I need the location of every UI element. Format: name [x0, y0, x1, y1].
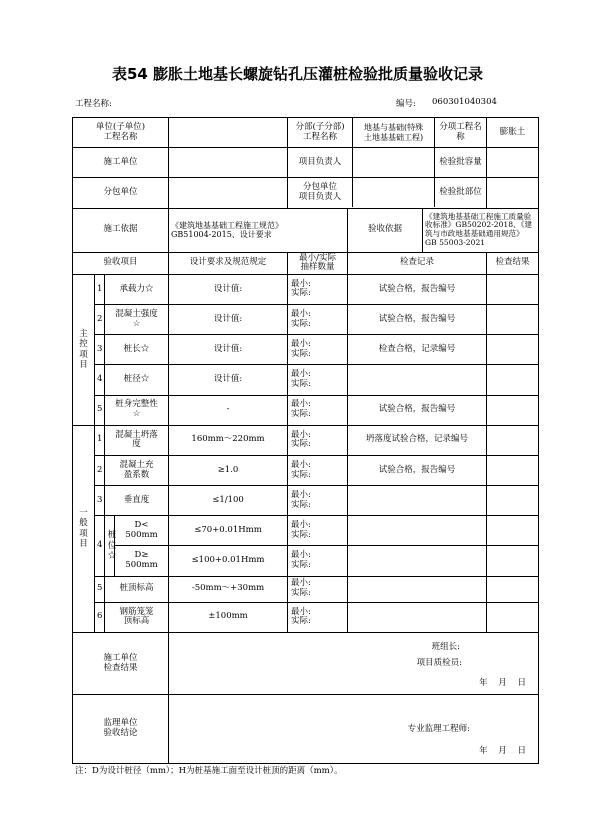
table-row: [73, 455, 539, 485]
item-no: 3: [95, 335, 105, 365]
col-item: 验收项目: [73, 252, 169, 274]
item-name: D≥ 500mm: [115, 546, 169, 576]
quality-inspector-label: 项目质检员:: [416, 657, 463, 668]
sample-cell[interactable]: 最小: 实际:: [288, 546, 348, 576]
subcontractor-label: 分包单位: [73, 178, 169, 208]
project-name-label: 工程名称:: [75, 99, 112, 109]
sample-cell[interactable]: 最小: 实际:: [288, 274, 348, 304]
item-record: 坍落度试验合格，记录编号: [348, 425, 487, 455]
general-group-label: 一般项目: [73, 425, 95, 632]
item-requirement: 160mm～220mm: [169, 425, 288, 455]
pile-position-label: 桩位☆: [105, 516, 115, 576]
sample-cell[interactable]: 最小: 实际:: [288, 516, 348, 546]
unit-name-label: 单位(子单位) 工程名称: [73, 118, 169, 148]
record-cell[interactable]: [348, 546, 487, 576]
item-no: 1: [95, 274, 105, 304]
table-row: [73, 602, 539, 632]
item-requirement: -: [169, 395, 288, 425]
batch-part-label: 检验批部位: [439, 187, 482, 198]
result-cell[interactable]: [487, 425, 539, 455]
item-name: D< 500mm: [115, 516, 169, 546]
result-cell[interactable]: [487, 602, 539, 632]
sample-cell[interactable]: 最小: 实际:: [288, 486, 348, 516]
serial-label: 编号:: [396, 99, 416, 109]
item-requirement: 设计值:: [169, 365, 288, 395]
page-title: 表54 膨胀土地基长螺旋钻孔压灌桩检验批质量验收记录: [111, 65, 484, 83]
result-cell[interactable]: [487, 365, 539, 395]
item-requirement: -50mm～+30mm: [169, 576, 288, 602]
item-requirement: 设计值:: [169, 274, 288, 304]
table-row: [73, 576, 539, 602]
item-requirement: 设计值:: [169, 335, 288, 365]
item-record: [348, 576, 487, 602]
basis-value: 《建筑地基基础工程施工规范》 GB51004-2015、设计要求: [169, 208, 348, 252]
result-cell[interactable]: [487, 335, 539, 365]
supervising-engineer-label: 专业监理工程师:: [407, 724, 471, 735]
item-no: 4: [95, 365, 105, 395]
item-record: 检查合格，记录编号: [348, 335, 487, 365]
batch-capacity-label: 检验批容量: [439, 156, 482, 167]
item-record: 试验合格，报告编号: [348, 305, 487, 335]
contractor-label: 施工单位: [73, 148, 169, 178]
sub-pm-field[interactable]: [353, 178, 435, 207]
item-name: 桩顶标高: [105, 576, 169, 602]
sample-cell[interactable]: 最小: 实际:: [288, 576, 348, 602]
batch-capacity-field[interactable]: [487, 148, 539, 178]
item-name: 桩身完整性 ☆: [105, 395, 169, 425]
item-requirement: ≤100+0.01Hmm: [169, 546, 288, 576]
item-label: 分项工程名称: [439, 121, 482, 142]
acceptance-basis-label: 验收依据: [348, 209, 423, 252]
serial-value: 060301040304: [432, 97, 497, 107]
pm-label: 项目负责人: [288, 148, 353, 177]
supervisor-check-area[interactable]: [169, 695, 539, 764]
col-record: 检查记录: [348, 252, 487, 274]
item-requirement: ≥1.0: [169, 455, 288, 485]
item-name: 桩径☆: [105, 365, 169, 395]
item-value: 膨胀土: [487, 118, 539, 148]
item-name: 混凝土强度 ☆: [105, 305, 169, 335]
team-leader-label: 班组长:: [431, 641, 461, 652]
sample-cell[interactable]: 最小: 实际:: [288, 365, 348, 395]
col-requirement: 设计要求及规范规定: [169, 252, 288, 274]
col-result: 检查结果: [487, 252, 539, 274]
item-name: 混凝土充 盈系数: [105, 455, 169, 485]
item-name: 桩长☆: [105, 335, 169, 365]
item-record: 试验合格，报告编号: [348, 455, 487, 485]
sub-unit-value: 地基与基础(特殊 土地基基础工程): [353, 118, 435, 147]
item-name: 混凝土坍落 度: [105, 425, 169, 455]
col-sample: 最小/实际 抽样数量: [288, 252, 348, 274]
result-cell[interactable]: [487, 546, 539, 576]
unit-name-field[interactable]: [169, 118, 288, 148]
sample-cell[interactable]: 最小: 实际:: [288, 335, 348, 365]
basis-label: 施工依据: [73, 208, 169, 252]
table-row: [73, 486, 539, 516]
footnote: 注：D为设计桩径（mm）；H为桩基施工面至设计桩顶的距离（mm）。: [75, 766, 343, 776]
record-cell[interactable]: [348, 516, 487, 546]
contractor-field[interactable]: [169, 148, 288, 178]
item-record: [348, 602, 487, 632]
item-requirement: ≤70+0.01Hmm: [169, 516, 288, 546]
item-name: 垂直度: [105, 486, 169, 516]
table-row: [73, 305, 539, 335]
item-record: [348, 486, 487, 516]
item-record: 试验合格，报告编号: [348, 395, 487, 425]
contractor-date: 年 月 日: [479, 677, 527, 688]
supervisor-date: 年 月 日: [479, 746, 527, 757]
result-cell[interactable]: [487, 486, 539, 516]
pm-field[interactable]: [353, 148, 435, 177]
sub-pm-label: 分包单位 项目负责人: [288, 178, 353, 207]
item-no: 5: [95, 576, 105, 602]
item-no: 4: [95, 516, 105, 576]
result-cell[interactable]: [487, 395, 539, 425]
item-no: 2: [95, 455, 105, 485]
subcontractor-field[interactable]: [169, 178, 288, 208]
sub-unit-label: 分部(子分部) 工程名称: [288, 118, 353, 147]
item-requirement: ±100mm: [169, 602, 288, 632]
supervisor-check-label: 监理单位 验收结论: [73, 695, 169, 764]
table-row: [73, 365, 539, 395]
item-name: 承载力☆: [105, 274, 169, 304]
item-record: 试验合格，报告编号: [348, 274, 487, 304]
result-cell[interactable]: [487, 455, 539, 485]
table-row: [73, 274, 539, 304]
item-no: 5: [95, 395, 105, 425]
sample-cell[interactable]: 最小: 实际:: [288, 425, 348, 455]
sample-cell[interactable]: 最小: 实际:: [288, 602, 348, 632]
sample-cell[interactable]: 最小: 实际:: [288, 455, 348, 485]
item-no: 6: [95, 602, 105, 632]
item-no: 3: [95, 486, 105, 516]
table-row: [73, 546, 539, 576]
item-record: [348, 365, 487, 395]
acceptance-basis-value: 《建筑地基基础工程施工质量验 收标准》GB50202-2018、《建 筑与市政地基基础通用规范》 GB 55003-2021: [425, 211, 533, 247]
item-name: 钢筋笼笼 顶标高: [105, 602, 169, 632]
main-group-label: 主控项目: [73, 274, 95, 425]
table-row: [73, 425, 539, 455]
sample-cell[interactable]: 最小: 实际:: [288, 395, 348, 425]
contractor-check-label: 施工单位 检查结果: [73, 632, 169, 694]
result-cell[interactable]: [487, 516, 539, 546]
table-row: [73, 335, 539, 365]
table-row: [73, 516, 539, 546]
item-no: 1: [95, 425, 105, 455]
table-row: [73, 395, 539, 425]
result-cell[interactable]: [487, 305, 539, 335]
result-cell[interactable]: [487, 274, 539, 304]
sample-cell[interactable]: 最小: 实际:: [288, 305, 348, 335]
item-no: 2: [95, 305, 105, 335]
batch-part-field[interactable]: [487, 178, 539, 208]
contractor-check-area[interactable]: [169, 632, 539, 694]
result-cell[interactable]: [487, 576, 539, 602]
item-requirement: ≤1/100: [169, 486, 288, 516]
inspection-table: [72, 117, 539, 764]
item-requirement: 设计值:: [169, 305, 288, 335]
